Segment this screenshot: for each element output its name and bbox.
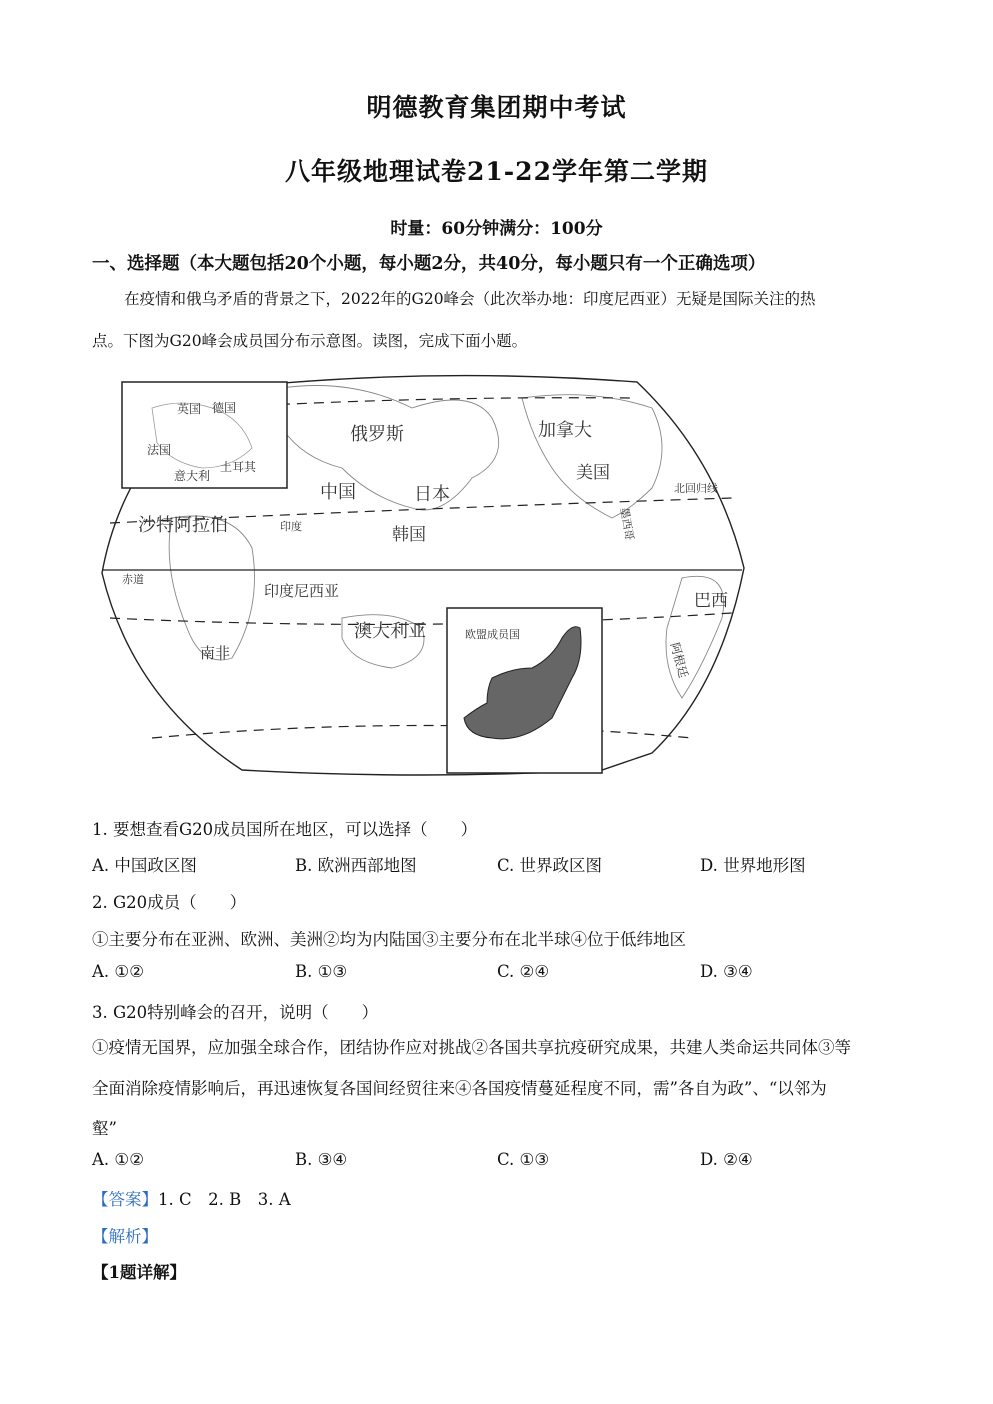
label-argentina: 阿根廷 (667, 640, 691, 680)
question-2-statements: ①主要分布在亚洲、欧洲、美洲②均为内陆国③主要分布在北半球④位于低纬地区 (92, 930, 686, 949)
intro-line-2: 点。下图为G20峰会成员国分布示意图。读图，完成下面小题。 (92, 332, 528, 350)
analysis-label: 【解析】 (92, 1227, 158, 1246)
label-japan: 日本 (414, 484, 450, 505)
question-1-option-c: C. 世界政区图 (497, 856, 603, 875)
page-subtitle: 八年级地理试卷21-22学年第二学期 (285, 157, 708, 186)
label-brazil: 巴西 (694, 591, 728, 611)
label-eu-title: 欧盟成员国 (465, 628, 520, 641)
question-3-option-b: B. ③④ (295, 1150, 348, 1169)
question-3-option-c: C. ①③ (497, 1150, 550, 1169)
answer-line (92, 1186, 904, 1210)
page-title: 明德教育集团期中考试 (366, 93, 627, 122)
answer-label: 【答案】 (92, 1190, 158, 1209)
intro-line-1: 在疫情和俄乌矛盾的背景之下，2022年的G20峰会（此次举办地：印度尼西亚）无疑是国际关注的热 (124, 290, 816, 308)
label-usa: 美国 (576, 463, 610, 483)
label-china: 中国 (320, 482, 356, 503)
label-france: 法国 (147, 443, 172, 457)
exam-meta: 时量：60分钟满分：100分 (390, 219, 603, 239)
answer-text: 1. C 2. B 3. A (158, 1190, 291, 1209)
label-uk: 英国 (177, 402, 202, 416)
question-3-option-d: D. ②④ (700, 1150, 753, 1169)
g20-world-map (92, 368, 752, 778)
label-india: 印度 (280, 520, 302, 533)
label-south-africa: 南非 (200, 644, 231, 662)
question-1-option-a: A. 中国政区图 (92, 856, 197, 875)
label-australia: 澳大利亚 (354, 621, 426, 642)
label-canada: 加拿大 (538, 420, 592, 441)
label-equator: 赤道 (122, 573, 144, 586)
section-heading: 一、选择题（本大题包括20个小题，每小题2分，共40分，每小题只有一个正确选项） (92, 254, 766, 274)
label-tropic: 北回归线 (674, 482, 718, 495)
question-1-option-d: D. 世界地形图 (700, 856, 806, 875)
question-3-statements-line-2: 全面消除疫情影响后，再迅速恢复各国间经贸往来④各国疫情蔓延程度不同，需”各自为政”、“以邻为 (92, 1079, 827, 1098)
question-3-statements-line-1: ①疫情无国界，应加强全球合作，团结协作应对挑战②各国共享抗疫研究成果，共建人类命运共同体③等 (92, 1038, 851, 1057)
label-indonesia: 印度尼西亚 (264, 582, 340, 600)
detail-label: 【1题详解】 (92, 1263, 186, 1282)
question-1-stem: 1. 要想查看G20成员国所在地区，可以选择（ ） (92, 820, 478, 839)
label-turkey: 土耳其 (220, 460, 257, 474)
question-3-option-a: A. ①② (92, 1150, 144, 1169)
question-3-stem: 3. G20特别峰会的召开，说明（ ） (92, 1003, 379, 1022)
label-saudi: 沙特阿拉伯 (138, 515, 228, 536)
label-korea: 韩国 (392, 525, 426, 545)
question-2-option-c: C. ②④ (497, 962, 550, 981)
label-italy: 意大利 (174, 469, 211, 483)
question-2-option-a: A. ①② (92, 962, 144, 981)
question-2-stem: 2. G20成员（ ） (92, 893, 247, 912)
question-2-option-d: D. ③④ (700, 962, 753, 981)
label-russia: 俄罗斯 (350, 424, 404, 445)
question-1-option-b: B. 欧洲西部地图 (295, 856, 417, 875)
question-3-statements-line-3: 壑” (92, 1119, 117, 1138)
label-mexico: 墨西哥 (617, 506, 637, 542)
label-germany: 德国 (212, 401, 237, 415)
question-2-option-b: B. ①③ (295, 962, 348, 981)
